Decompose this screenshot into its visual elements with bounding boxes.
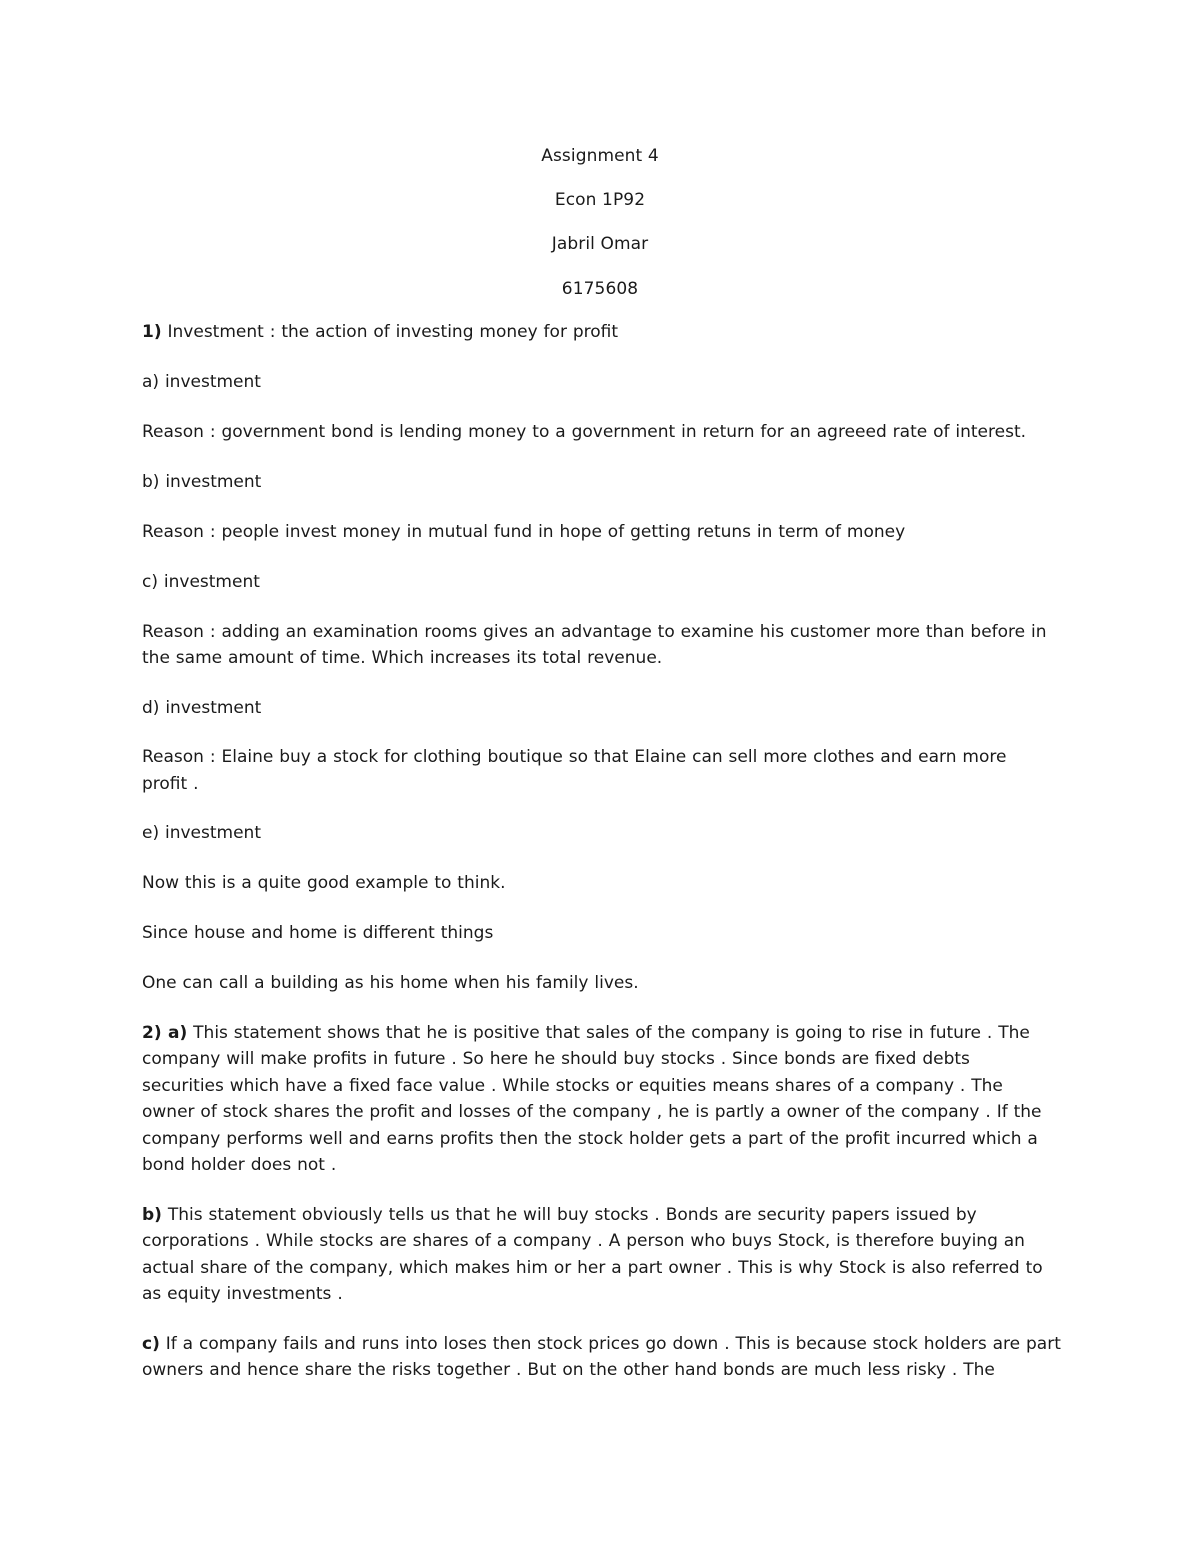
q2a-line-1 (142, 1020, 1072, 1047)
q2a-line-4: owner of stock shares the profit and losses of the company , he is partly a owner of the company . If the (142, 1102, 1042, 1122)
q2a-label: 2) a) (142, 1023, 188, 1043)
q2a-line-1-text: This statement shows that he is positive that sales of the company is going to rise in future . The (187, 1023, 1030, 1043)
author-name: Jabril Omar (551, 234, 649, 254)
q1e-line-3: One can call a building as his home when his family lives. (142, 973, 639, 993)
course-code: Econ 1P92 (554, 190, 646, 210)
q2b-label: b) (142, 1205, 162, 1225)
q1-intro-text: Investment : the action of investing money for profit (161, 322, 619, 342)
q2c-line-1-text: If a company fails and runs into loses then stock prices go down . This is because stock holders are part (159, 1334, 1061, 1354)
q1e-label: e) investment (142, 823, 261, 843)
q2a-line-6: bond holder does not . (142, 1155, 337, 1175)
q1c-reason-line-2: the same amount of time. Which increases its total revenue. (142, 648, 663, 668)
q1e-line-2: Since house and home is different things (142, 923, 494, 943)
q2a-line-2: company will make profits in future . So here he should buy stocks . Since bonds are fixed debts (142, 1049, 970, 1069)
q1b-label: b) investment (142, 472, 262, 492)
q1d-label: d) investment (142, 698, 262, 718)
q2c-line-1 (142, 1331, 1072, 1358)
q2b-line-3: actual share of the company, which makes him or her a part owner . This is why Stock is also referred to (142, 1258, 1043, 1278)
q1d-reason-line-2: profit . (142, 774, 199, 794)
q1b-reason: Reason : people invest money in mutual fund in hope of getting retuns in term of money (142, 522, 906, 542)
q1-intro (142, 319, 1072, 346)
student-id: 6175608 (561, 279, 639, 299)
q2b-line-2: corporations . While stocks are shares of a company . A person who buys Stock, is therefore buying an (142, 1231, 1025, 1251)
q2b-line-4: as equity investments . (142, 1284, 343, 1304)
q2b-line-1 (142, 1202, 1072, 1229)
q1d-reason-line-1: Reason : Elaine buy a stock for clothing boutique so that Elaine can sell more clothes and earn more (142, 747, 1007, 767)
q1e-line-1: Now this is a quite good example to think. (142, 873, 506, 893)
q1a-reason: Reason : government bond is lending money to a government in return for an agreeed rate of interest. (142, 422, 1027, 442)
q2c-line-2: owners and hence share the risks together . But on the other hand bonds are much less risky . The (142, 1360, 995, 1380)
q2a-line-3: securities which have a fixed face value . While stocks or equities means shares of a company . The (142, 1076, 1003, 1096)
q2b-line-1-text: This statement obviously tells us that he will buy stocks . Bonds are security papers issued by (161, 1205, 977, 1225)
q1a-label: a) investment (142, 372, 261, 392)
q2c-label: c) (142, 1334, 160, 1354)
q1c-reason-line-1: Reason : adding an examination rooms gives an advantage to examine his customer more than before in (142, 622, 1047, 642)
q2a-line-5: company performs well and earns profits then the stock holder gets a part of the profit incurred which a (142, 1129, 1038, 1149)
q1-number: 1) (142, 322, 162, 342)
document-title: Assignment 4 (541, 146, 659, 166)
q1c-label: c) investment (142, 572, 260, 592)
